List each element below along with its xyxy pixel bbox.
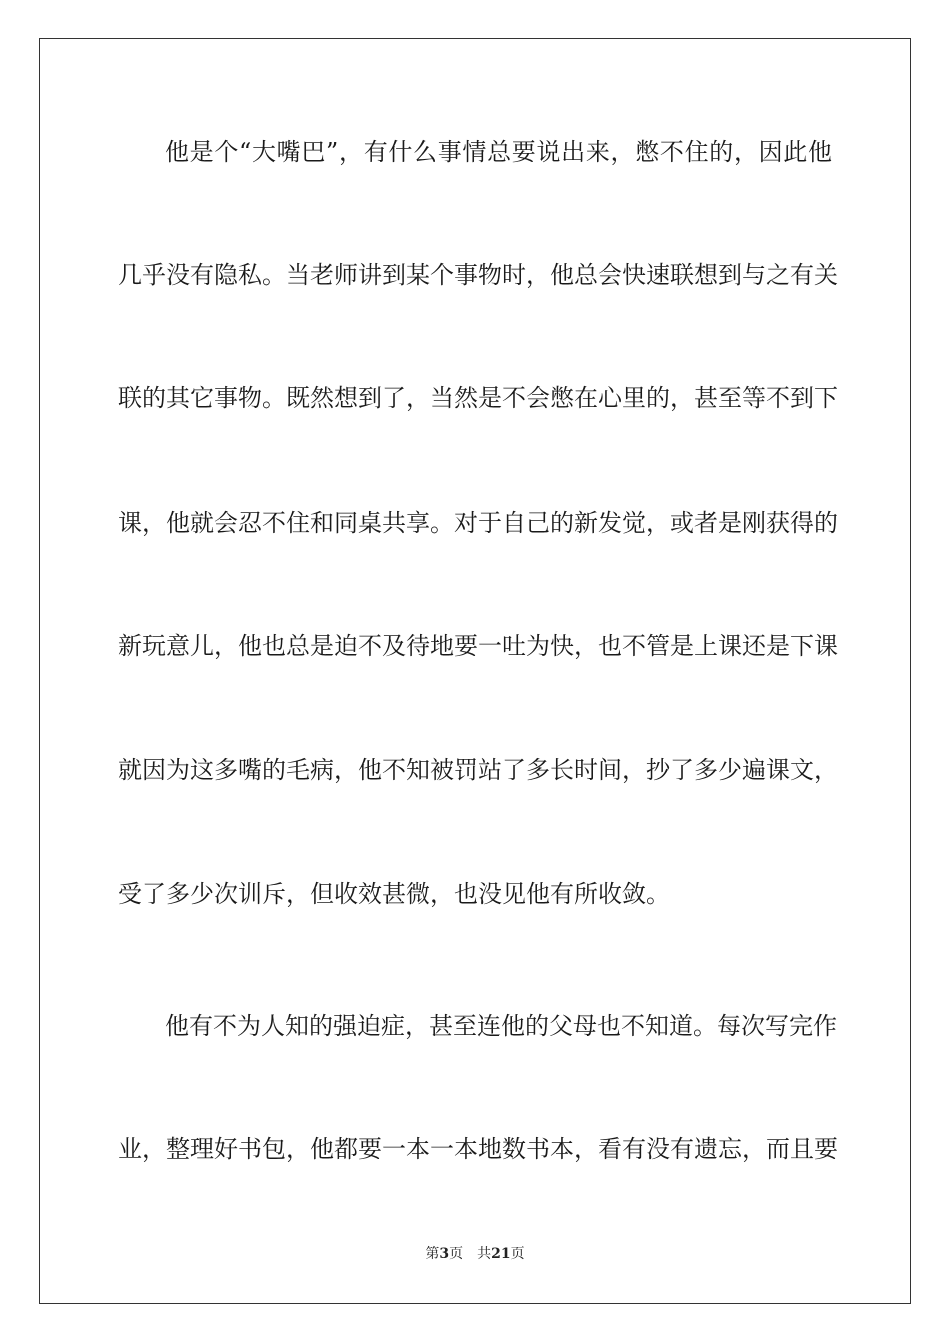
total-pages: 21	[491, 1246, 511, 1262]
paragraph-2-line-1: 他有不为人知的强迫症，甚至连他的父母也不知道。每次写完作	[165, 1012, 837, 1040]
paragraph-1-line-1: 他是个“大嘴巴”，有什么事情总要说出来，憋不住的，因此他	[165, 138, 832, 166]
page-footer	[0, 1245, 950, 1263]
paragraph-1-line-3: 联的其它事物。既然想到了，当然是不会憋在心里的，甚至等不到下	[118, 384, 838, 412]
total-prefix: 共	[477, 1246, 492, 1262]
total-suffix: 页	[510, 1246, 525, 1262]
paragraph-1-line-5: 新玩意儿，他也总是迫不及待地要一吐为快，也不管是上课还是下课	[118, 632, 838, 660]
paragraph-1-line-7: 受了多少次训斥，但收效甚微，也没见他有所收敛。	[118, 880, 670, 908]
page-border	[39, 38, 911, 1304]
paragraph-1-line-6: 就因为这多嘴的毛病，他不知被罚站了多长时间，抄了多少遍课文，	[118, 756, 838, 784]
page-prefix: 第	[425, 1246, 440, 1262]
page-suffix: 页	[449, 1246, 464, 1262]
paragraph-1-line-2: 几乎没有隐私。当老师讲到某个事物时，他总会快速联想到与之有关	[118, 261, 838, 289]
page-number: 3	[439, 1246, 450, 1262]
paragraph-1-line-4: 课，他就会忍不住和同桌共享。对于自己的新发觉，或者是刚获得的	[118, 509, 838, 537]
paragraph-2-line-2: 业，整理好书包，他都要一本一本地数书本，看有没有遗忘，而且要	[118, 1135, 838, 1163]
